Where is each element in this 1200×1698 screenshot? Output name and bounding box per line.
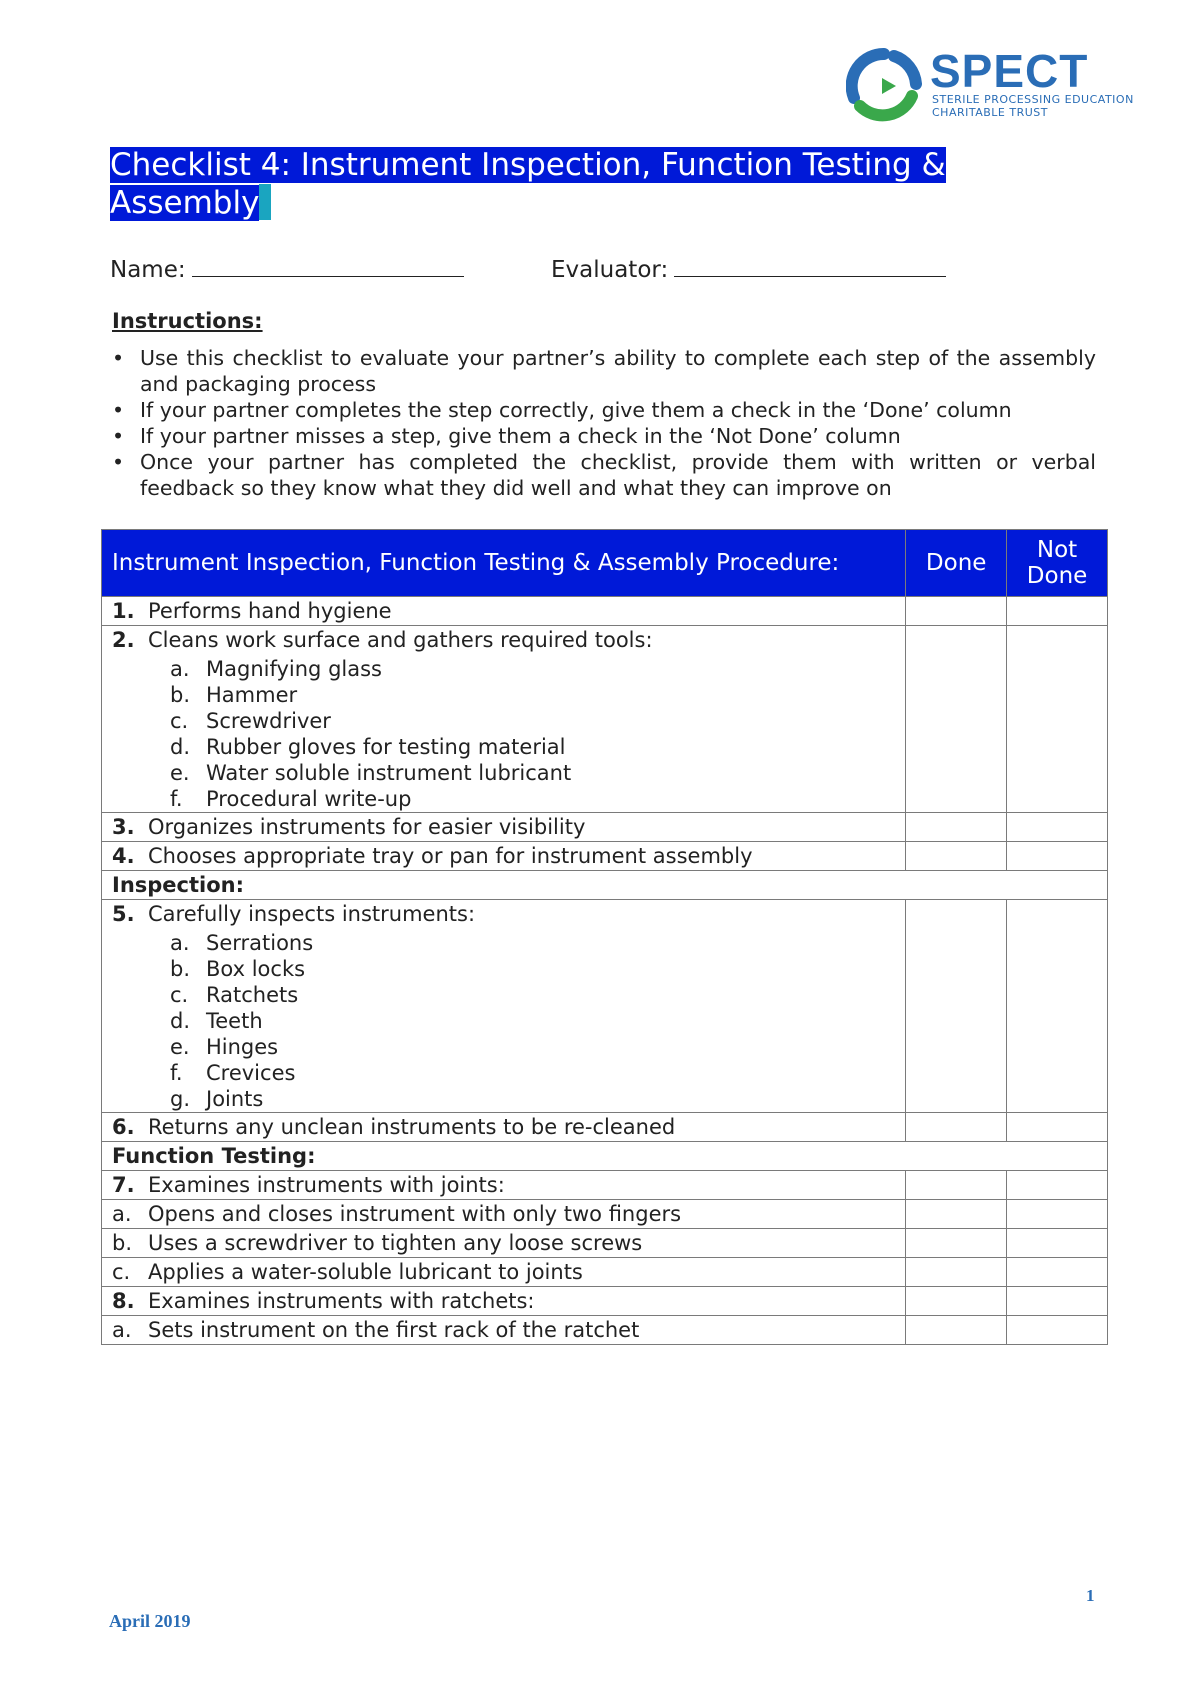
sub-letter: d. [170,1009,191,1033]
not-done-checkbox-cell[interactable] [1007,1113,1108,1142]
sub-list [170,656,895,812]
header-not-done-line1: Not [1036,537,1078,563]
sub-text: Applies a water-soluble lubricant to joints [148,1260,583,1284]
step-number: 7. [112,1173,135,1197]
step-text: Examines instruments with ratchets: [148,1289,535,1313]
step-cell [102,813,906,842]
step-number: 8. [112,1289,135,1313]
instruction-item: • Once your partner has completed the checklist, provide them with written or verbal feedback so they know what they did well and what they can improve on [112,449,1096,501]
not-done-checkbox-cell[interactable] [1007,1200,1108,1229]
evaluator-field [551,252,946,283]
logo-tagline-1: STERILE PROCESSING EDUCATION [932,93,1134,106]
sub-letter: e. [170,761,190,785]
sub-letter: a. [112,1318,132,1342]
not-done-checkbox-cell[interactable] [1007,1229,1108,1258]
done-checkbox-cell[interactable] [906,813,1007,842]
not-done-checkbox-cell[interactable] [1007,597,1108,626]
sub-letter: f. [170,1061,183,1085]
not-done-checkbox-cell[interactable] [1007,813,1108,842]
sub-item [170,656,895,682]
step-cell [102,626,906,813]
step-number: 6. [112,1115,135,1139]
header-not-done-line2: Done [1026,563,1088,589]
instruction-item: • Use this checklist to evaluate your partner’s ability to complete each step of the assembly and packaging process [112,345,1096,397]
done-checkbox-cell[interactable] [906,1113,1007,1142]
evaluator-blank[interactable] [674,252,946,277]
step-text: Cleans work surface and gathers required tools: [148,628,653,652]
page-title [110,146,1010,222]
step-cell [102,1113,906,1142]
footer-date: April 2019 [109,1611,191,1631]
sub-letter: e. [170,1035,190,1059]
table-row [102,1258,1108,1287]
done-checkbox-cell[interactable] [906,626,1007,813]
table-row [102,1200,1108,1229]
sub-text: Ratchets [206,983,299,1007]
sub-text: Teeth [206,1009,263,1033]
sub-letter: c. [112,1260,131,1284]
page-number: 1 [1086,1586,1095,1605]
done-checkbox-cell[interactable] [906,1287,1007,1316]
not-done-checkbox-cell[interactable] [1007,1258,1108,1287]
sub-letter: g. [170,1087,191,1111]
step-cell [102,597,906,626]
sub-list [170,930,895,1112]
title-line-2: Assembly [110,185,260,221]
sub-letter: d. [170,735,191,759]
sub-letter: a. [170,657,190,681]
header-done: Done [906,530,1007,597]
table-row [102,842,1108,871]
sub-text: Rubber gloves for testing material [206,735,566,759]
table-header-row [102,530,1108,597]
sub-letter: f. [170,787,183,811]
evaluator-label: Evaluator: [551,257,669,283]
name-blank[interactable] [192,252,464,277]
sub-item [170,734,895,760]
text-cursor [259,184,271,220]
not-done-checkbox-cell[interactable] [1007,1316,1108,1345]
sub-text: Hammer [206,683,298,707]
sub-letter: c. [170,983,189,1007]
sub-item [170,1034,895,1060]
sub-item [170,1060,895,1086]
sub-text: Magnifying glass [206,657,382,681]
step-number: 4. [112,844,135,868]
sub-text: Serrations [206,931,314,955]
sub-letter: a. [112,1202,132,1226]
sub-step-cell [102,1316,906,1345]
not-done-checkbox-cell[interactable] [1007,626,1108,813]
done-checkbox-cell[interactable] [906,1200,1007,1229]
instructions-heading: Instructions: [112,309,263,333]
sub-text: Joints [206,1087,264,1111]
step-cell [102,842,906,871]
step-number: 5. [112,902,135,926]
sub-item [170,1086,895,1112]
not-done-checkbox-cell[interactable] [1007,1287,1108,1316]
section-function-testing: Function Testing: [102,1142,1108,1171]
sub-item [170,786,895,812]
name-label: Name: [110,257,186,283]
section-row [102,871,1108,900]
done-checkbox-cell[interactable] [906,1171,1007,1200]
done-checkbox-cell[interactable] [906,597,1007,626]
done-checkbox-cell[interactable] [906,842,1007,871]
done-checkbox-cell[interactable] [906,900,1007,1113]
step-cell [102,900,906,1113]
header-procedure: Instrument Inspection, Function Testing & Assembly Procedure: [102,530,906,597]
section-row [102,1142,1108,1171]
sub-step-cell [102,1258,906,1287]
sub-text: Box locks [206,957,306,981]
sub-letter: b. [170,957,191,981]
step-text: Returns any unclean instruments to be re-cleaned [148,1115,676,1139]
sub-item [170,930,895,956]
step-text: Carefully inspects instruments: [148,902,476,926]
step-cell [102,1287,906,1316]
done-checkbox-cell[interactable] [906,1258,1007,1287]
sub-item [170,760,895,786]
step-number: 2. [112,628,135,652]
sub-item [170,1008,895,1034]
sub-text: Uses a screwdriver to tighten any loose screws [148,1231,643,1255]
step-cell [102,1171,906,1200]
sub-step-cell [102,1200,906,1229]
sub-item [170,956,895,982]
not-done-checkbox-cell[interactable] [1007,900,1108,1113]
table-row [102,813,1108,842]
table-row [102,1113,1108,1142]
table-row [102,1316,1108,1345]
sub-letter: b. [170,683,191,707]
not-done-checkbox-cell[interactable] [1007,842,1108,871]
name-field [110,252,464,283]
table-row [102,900,1108,1113]
sub-step-cell [102,1229,906,1258]
step-text: Chooses appropriate tray or pan for instrument assembly [148,844,753,868]
sub-item [170,708,895,734]
instructions-list [112,345,1096,501]
sub-item [170,682,895,708]
sub-text: Screwdriver [206,709,331,733]
table-row [102,626,1108,813]
sub-item [170,982,895,1008]
not-done-checkbox-cell[interactable] [1007,1171,1108,1200]
sub-text: Crevices [206,1061,296,1085]
sub-text: Procedural write-up [206,787,412,811]
header-not-done [1007,530,1108,597]
sub-text: Hinges [206,1035,279,1059]
logo-brand: SPECT [930,45,1089,97]
table-row [102,1171,1108,1200]
sub-letter: a. [170,931,190,955]
table-row [102,1287,1108,1316]
instruction-item: • If your partner misses a step, give them a check in the ‘Not Done’ column [112,423,1096,449]
spect-logo-icon [846,48,922,124]
done-checkbox-cell[interactable] [906,1316,1007,1345]
instruction-item: • If your partner completes the step correctly, give them a check in the ‘Done’ column [112,397,1096,423]
step-text: Examines instruments with joints: [148,1173,505,1197]
step-number: 3. [112,815,135,839]
sub-text: Opens and closes instrument with only two fingers [148,1202,682,1226]
table-row [102,597,1108,626]
step-number: 1. [112,599,135,623]
title-line-1: Checklist 4: Instrument Inspection, Function Testing & [110,147,946,183]
sub-text: Sets instrument on the first rack of the ratchet [148,1318,640,1342]
sub-letter: b. [112,1231,133,1255]
sub-text: Water soluble instrument lubricant [206,761,572,785]
sub-letter: c. [170,709,189,733]
logo-tagline-2: CHARITABLE TRUST [932,106,1048,119]
step-text: Organizes instruments for easier visibility [148,815,586,839]
section-inspection: Inspection: [102,871,1108,900]
spect-logo [846,45,1136,126]
step-text: Performs hand hygiene [148,599,392,623]
table-row [102,1229,1108,1258]
checklist-table [101,529,1108,1345]
done-checkbox-cell[interactable] [906,1229,1007,1258]
